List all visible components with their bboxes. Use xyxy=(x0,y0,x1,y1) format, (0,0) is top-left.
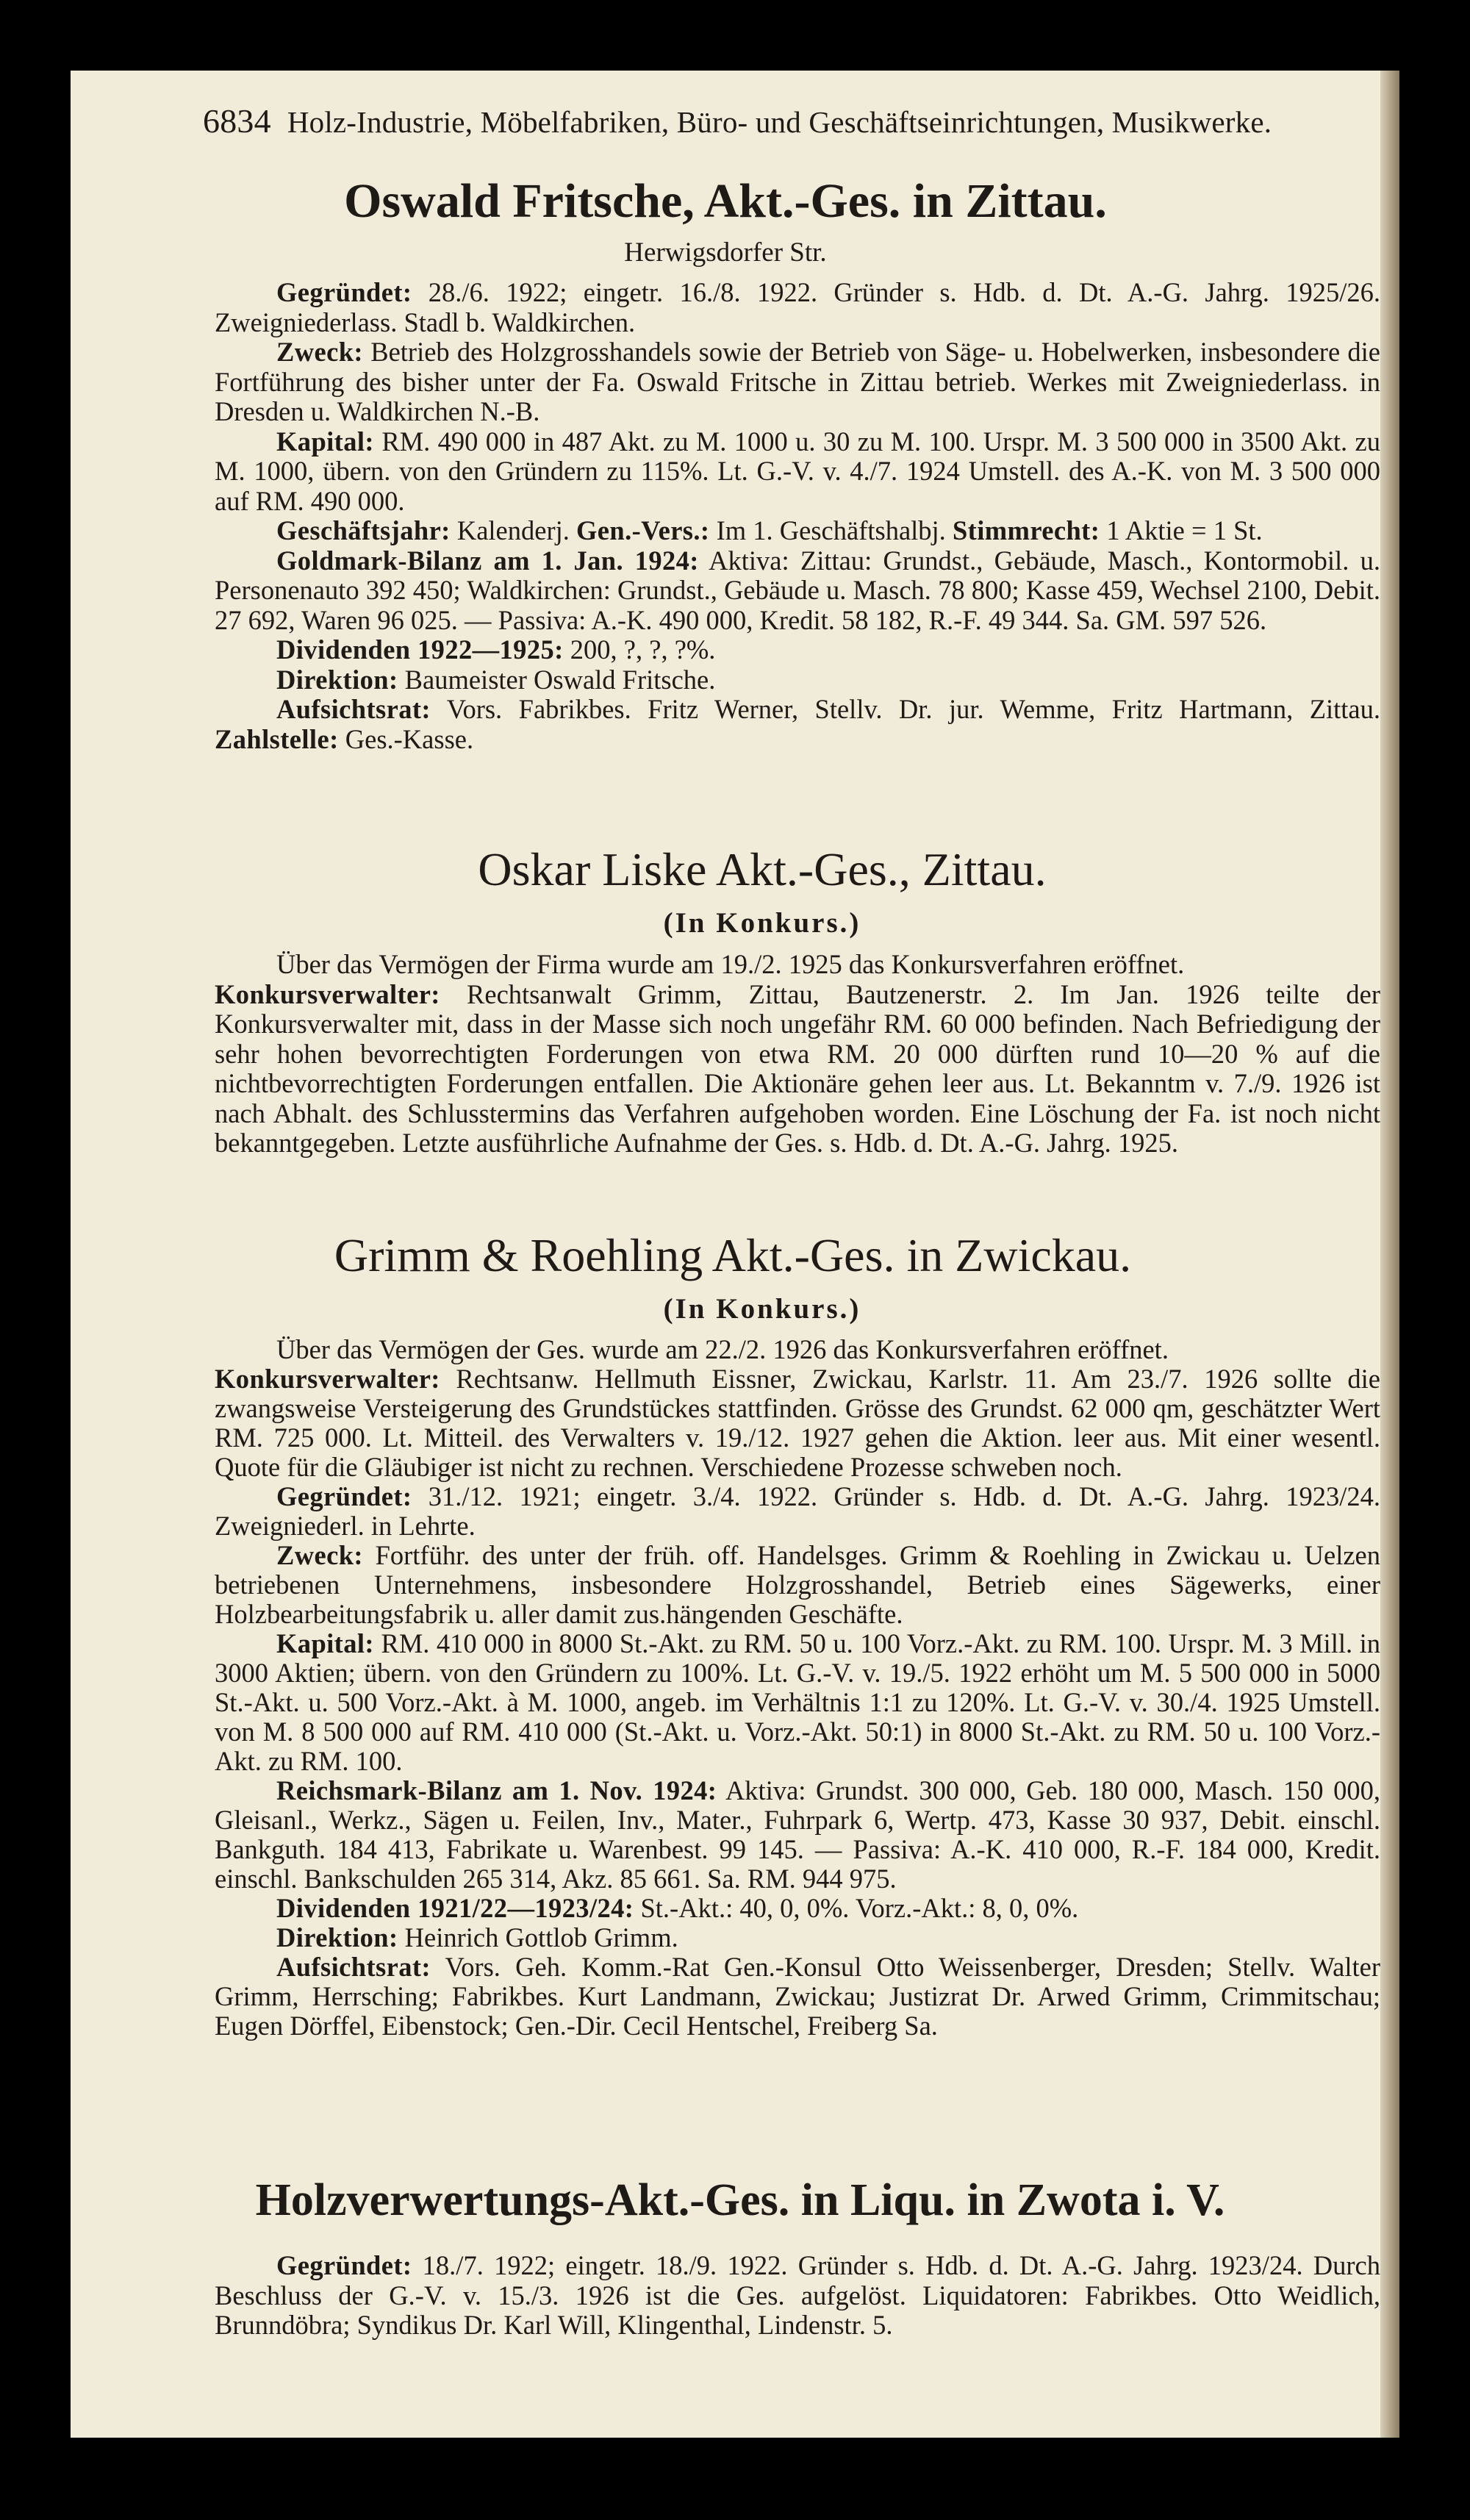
paragraph-label: Gen.-Vers.: xyxy=(576,515,710,545)
paragraph-text: St.-Akt.: 40, 0, 0%. Vorz.-Akt.: 8, 0, 0%. xyxy=(640,1893,1079,1923)
paragraph-text: 31./12. 1921; eingetr. 3./4. 1922. Gründer s. Hdb. d. Dt. A.-G. Jahrg. 1923/24. Zweigniederl. in Lehrte. xyxy=(215,1481,1380,1541)
paragraph-capital xyxy=(215,1629,1380,1776)
paragraph-board xyxy=(215,695,1380,754)
entry-title: Grimm & Roehling Akt.-Ges. in Zwickau. xyxy=(334,1229,1132,1281)
entry-body xyxy=(215,1335,1380,2041)
paragraph-label: Zahlstelle: xyxy=(215,723,339,754)
entry-title: Oskar Liske Akt.-Ges., Zittau. xyxy=(478,843,1047,895)
page-edge xyxy=(1380,71,1399,2438)
paragraph-label: Zweck: xyxy=(276,1540,363,1570)
paragraph-balance xyxy=(215,1776,1380,1894)
running-title: Holz-Industrie, Möbelfabriken, Büro- und Geschäftseinrichtungen, Musikwerke. xyxy=(287,105,1272,139)
entry-subtitle: (In Konkurs.) xyxy=(663,1293,861,1325)
entry-title: Holzverwertungs-Akt.-Ges. in Liqu. in Zwota i. V. xyxy=(255,2175,1225,2225)
book-page xyxy=(71,71,1399,2438)
paragraph-intro xyxy=(215,1335,1380,1364)
paragraph-balance xyxy=(215,546,1380,636)
paragraph-dividends xyxy=(215,1894,1380,1923)
paragraph-label: Gegründet: xyxy=(276,277,412,307)
paragraph-label: Direktion: xyxy=(276,664,398,695)
paragraph-text: 18./7. 1922; eingetr. 18./9. 1922. Gründer s. Hdb. d. Dt. A.-G. Jahrg. 1923/24. Durch Beschluss der G.-V. v. 15./3. 1926 ist die Ges. aufgelöst. Liquidatoren: Fabrikbes. Otto Weidlich, Brunndöbra; Syndikus Dr. Karl Will, Klingenthal, Lindenstr. 5. xyxy=(215,2250,1381,2340)
paragraph-purpose xyxy=(215,337,1380,427)
paragraph-text: Betrieb des Holzgrosshandels sowie der Betrieb von Säge- u. Hobelwerken, insbesondere die Fortführung des bisher unter der Fa. Oswald Fritsche in Zittau betrieb. Werkes mit Zweigniederlass. in Dresden u. Waldkirchen N.-B. xyxy=(215,337,1380,426)
paragraph-text: Aktiva: Zittau: Grundst., Gebäude, Masch., Kontormobil. u. Personenauto 392 450; Waldkirchen: Grundst., Gebäude u. Masch. 78 800; Kasse 459, Wechsel 2100, Debit. 27 692, Waren 96 025. — Passiva: A.-K. 490 000, Kredit. 58 182, R.-F. 49 344. Sa. GM. 597 526. xyxy=(215,545,1380,635)
running-header xyxy=(203,101,1379,140)
paragraph-text: Rechtsanw. Hellmuth Eissner, Zwickau, Karlstr. 11. Am 23./7. 1926 sollte die zwangsweise Versteigerung des Grundstückes stattfinden. Grösse des Grundst. 62 000 qm, geschätzter Wert RM. 725 000. Lt. Mitteil. des Verwalters v. 19./12. 1927 gehen die Aktion. leer aus. Mit einer wesentl. Quote für die Gläubiger ist nicht zu rechnen. Verschiedene Prozesse schweben noch. xyxy=(215,1364,1381,1482)
paragraph-text: Ges.-Kasse. xyxy=(345,723,474,754)
paragraph-text: Baumeister Oswald Fritsche. xyxy=(404,664,716,695)
entry-body xyxy=(215,950,1380,1159)
paragraph-text: 28./6. 1922; eingetr. 16./8. 1922. Gründer s. Hdb. d. Dt. A.-G. Jahrg. 1925/26. Zweigniederlass. Stadl b. Waldkirchen. xyxy=(215,277,1380,337)
paragraph-text: RM. 490 000 in 487 Akt. zu M. 1000 u. 30 zu M. 100. Urspr. M. 3 500 000 in 3500 Akt. zu M. 1000, übern. von den Gründern zu 115%. Lt. G.-V. v. 4./7. 1924 Umstell. des A.-K. von M. 3 500 000 auf RM. 490 000. xyxy=(215,426,1380,516)
paragraph-text: Aktiva: Grundst. 300 000, Geb. 180 000, Masch. 150 000, Gleisanl., Werkz., Sägen u. Feilen, Inv., Mater., Fuhrpark 6, Wertp. 473, Kasse 30 937, Debit. einschl. Bankguth. 184 413, Fabrikate u. Warenbest. 99 145. — Passiva: A.-K. 410 000, R.-F. 184 000, Kredit. einschl. Bankschulden 265 314, Akz. 85 661. Sa. RM. 944 975. xyxy=(215,1775,1380,1894)
paragraph-label: Konkursverwalter: xyxy=(215,1364,440,1394)
paragraph-text: Über das Vermögen der Ges. wurde am 22./2. 1926 das Konkursverfahren eröffnet. xyxy=(276,1334,1169,1364)
paragraph-management xyxy=(215,1923,1380,1952)
paragraph-text: Kalenderj. xyxy=(456,515,570,545)
paragraph-administrator xyxy=(215,980,1380,1159)
paragraph-label: Aufsichtsrat: xyxy=(276,1952,431,1982)
paragraph-label: Aufsichtsrat: xyxy=(276,694,431,724)
paragraph-label: Dividenden 1922—1925: xyxy=(276,634,564,665)
paragraph-label: Gegründet: xyxy=(276,2250,412,2280)
page-number: 6834 xyxy=(203,102,271,140)
paragraph-label: Stimmrecht: xyxy=(952,515,1100,545)
paragraph-label: Gegründet: xyxy=(276,1481,412,1511)
paragraph-label: Dividenden 1921/22—1923/24: xyxy=(276,1893,634,1923)
paragraph-administrator xyxy=(215,1364,1380,1482)
paragraph-label: Kapital: xyxy=(276,426,374,457)
entry-subtitle: (In Konkurs.) xyxy=(663,907,861,939)
entry-subtitle: Herwigsdorfer Str. xyxy=(624,237,827,268)
paragraph-label: Direktion: xyxy=(276,1922,398,1952)
paragraph-text: 1 Aktie = 1 St. xyxy=(1106,515,1263,545)
paragraph-label: Reichsmark-Bilanz am 1. Nov. 1924: xyxy=(276,1775,717,1805)
entry-body xyxy=(215,278,1380,754)
paragraph-founded xyxy=(215,2251,1380,2341)
paragraph-founded xyxy=(215,1482,1380,1541)
paragraph-dividends xyxy=(215,635,1380,665)
paragraph-text: Im 1. Geschäftshalbj. xyxy=(716,515,946,545)
paragraph-text: Fortführ. des unter der früh. off. Handelsges. Grimm & Roehling in Zwickau u. Uelzen betriebenen Unternehmens, insbesondere Holzgrosshandel, Betrieb eines Sägewerks, einer Holzbearbeitungsfabrik u. aller damit zus.hängenden Geschäfte. xyxy=(215,1540,1381,1629)
paragraph-text: Heinrich Gottlob Grimm. xyxy=(404,1922,678,1952)
paragraph-capital xyxy=(215,427,1380,517)
entry-body xyxy=(215,2251,1380,2341)
paragraph-text: RM. 410 000 in 8000 St.-Akt. zu RM. 50 u. 100 Vorz.-Akt. zu RM. 100. Urspr. M. 3 Mill. in 3000 Aktien; übern. von den Gründern zu 100%. Lt. G.-V. v. 19./5. 1922 erhöht um M. 5 500 000 in 5000 St.-Akt. u. 500 Vorz.-Akt. à M. 1000, angeb. im Verhältnis 1:1 zu 120%. Lt. G.-V. v. 30./4. 1925 Umstell. von M. 8 500 000 auf RM. 410 000 (St.-Akt. u. Vorz.-Akt. 50:1) in 8000 St.-Akt. zu RM. 50 u. 100 Vorz.-Akt. zu RM. 100. xyxy=(215,1628,1381,1776)
paragraph-label: Kapital: xyxy=(276,1628,374,1658)
paragraph-text: Rechtsanwalt Grimm, Zittau, Bautzenerstr. 2. Im Jan. 1926 teilte der Konkursverwalter mit, dass in der Masse sich noch ungefähr RM. 60 000 befinden. Nach Befriedigung der sehr hohen bevorrechtigten Forderungen von etwa RM. 20 000 dürften rund 10—20 % auf die nichtbevorrechtigten Forderungen entfallen. Die Aktionäre gehen leer aus. Lt. Bekanntm v. 7./9. 1926 ist nach Abhalt. des Schlusstermins das Verfahren aufgehoben worden. Eine Löschung der Fa. ist noch nicht bekanntgegeben. Letzte ausführliche Aufnahme der Ges. s. Hdb. d. Dt. A.-G. Jahrg. 1925. xyxy=(215,978,1381,1158)
paragraph-purpose xyxy=(215,1541,1380,1629)
paragraph-label: Zweck: xyxy=(276,337,363,367)
paragraph-label: Geschäftsjahr: xyxy=(276,515,451,545)
paragraph-label: Goldmark-Bilanz am 1. Jan. 1924: xyxy=(276,545,699,576)
paragraph-fiscal-year xyxy=(215,516,1380,546)
paragraph-founded xyxy=(215,278,1380,337)
paragraph-text: Vors. Fabrikbes. Fritz Werner, Stellv. Dr. jur. Wemme, Fritz Hartmann, Zittau. xyxy=(446,694,1380,724)
entry-title: Oswald Fritsche, Akt.-Ges. in Zittau. xyxy=(344,174,1107,228)
paragraph-management xyxy=(215,665,1380,695)
paragraph-label: Konkursverwalter: xyxy=(215,978,440,1009)
paragraph-text: Über das Vermögen der Firma wurde am 19./2. 1925 das Konkursverfahren eröffnet. xyxy=(276,949,1185,979)
paragraph-text: 200, ?, ?, ?%. xyxy=(570,634,716,665)
paragraph-intro xyxy=(215,950,1380,980)
paragraph-text: Vors. Geh. Komm.-Rat Gen.-Konsul Otto Weissenberger, Dresden; Stellv. Walter Grimm, Herrsching; Fabrikbes. Kurt Landmann, Zwickau; Justizrat Dr. Arwed Grimm, Crimmitschau; Eugen Dörffel, Eibenstock; Gen.-Dir. Cecil Hentschel, Freiberg Sa. xyxy=(215,1952,1381,2041)
paragraph-board xyxy=(215,1952,1380,2041)
